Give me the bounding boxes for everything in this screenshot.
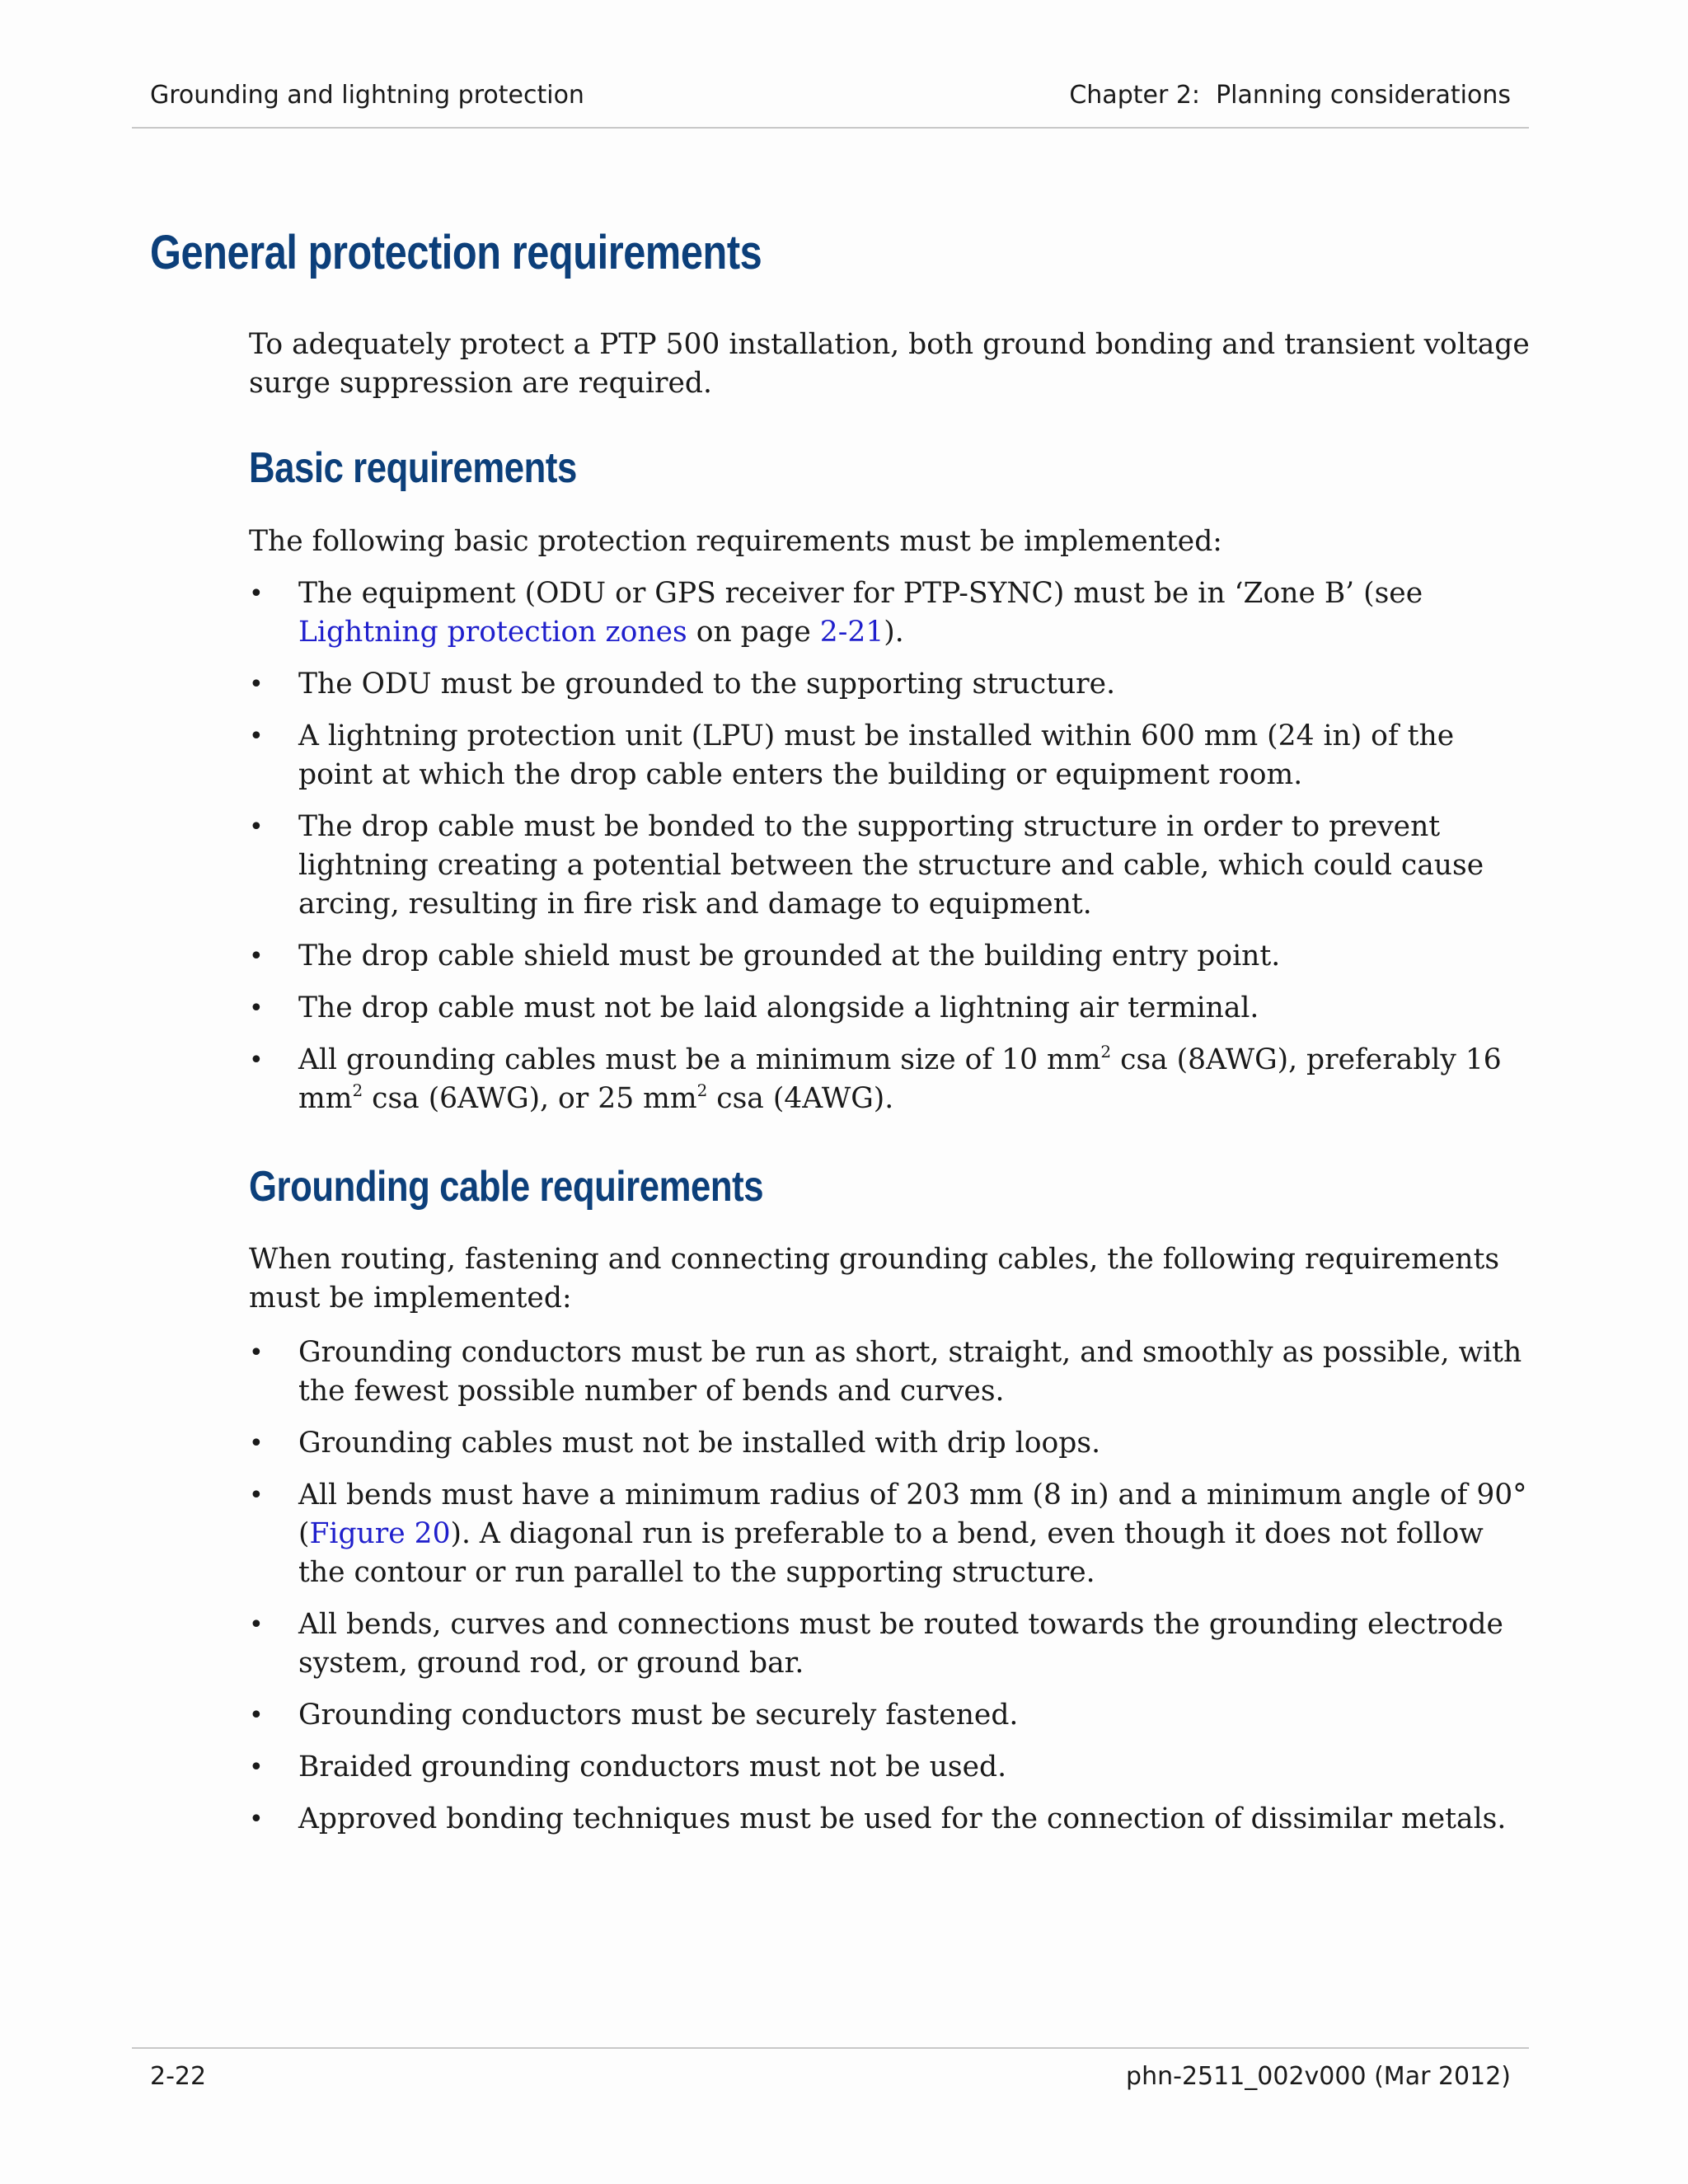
bullet-icon: •	[249, 813, 264, 841]
bullet-icon: •	[249, 994, 264, 1023]
item-text: ).	[884, 616, 904, 649]
page-reference-link[interactable]: 2-21	[819, 616, 884, 649]
list-item	[249, 1696, 1535, 1735]
bullet-icon: •	[249, 670, 264, 699]
item-text: Approved bonding techniques must be used for the connection of dissimilar metals.	[298, 1802, 1507, 1835]
list-item	[249, 1476, 1535, 1592]
superscript: 2	[1100, 1042, 1112, 1062]
item-text: Grounding conductors must be run as short, straight, and smoothly as possible, with the fewest possible number of bends and curves.	[298, 1336, 1522, 1408]
document-id: phn-2511_002v000 (Mar 2012)	[1126, 2062, 1511, 2091]
bullet-icon: •	[249, 1429, 264, 1458]
bullet-icon: •	[249, 579, 264, 608]
list-item	[249, 665, 1535, 704]
list-item	[249, 1424, 1535, 1463]
page-header	[132, 0, 1529, 129]
list-item	[249, 1041, 1535, 1118]
intro-paragraph: To adequately protect a PTP 500 installation, both ground bonding and transient voltage surge suppression are required.	[249, 328, 1530, 400]
bullet-icon: •	[249, 1610, 264, 1639]
item-text: All bends, curves and connections must be routed towards the grounding electrode system, ground rod, or ground bar.	[298, 1608, 1503, 1680]
grounding-cable-requirements-heading: Grounding cable requirements	[249, 1163, 764, 1211]
item-text: The drop cable must not be laid alongside a lightning air terminal.	[298, 991, 1259, 1024]
bullet-icon: •	[249, 722, 264, 751]
list-item	[249, 989, 1535, 1028]
list-item	[249, 1333, 1535, 1411]
item-text: csa (4AWG).	[707, 1082, 894, 1115]
bullet-icon: •	[249, 1481, 264, 1510]
list-item	[249, 937, 1535, 976]
basic-requirements-heading: Basic requirements	[249, 444, 577, 492]
basic-requirements-lead: The following basic protection requirements must be implemented:	[249, 525, 1222, 558]
item-text: The drop cable must be bonded to the supporting structure in order to prevent lightning creating a potential between the structure and cable, which could cause arcing, resulting in fire risk and damage to equipment.	[298, 810, 1484, 921]
superscript: 2	[696, 1080, 708, 1100]
item-text: The ODU must be grounded to the supporting structure.	[298, 668, 1116, 701]
bullet-icon: •	[249, 942, 264, 971]
item-text: csa (6AWG), or 25 mm	[363, 1082, 697, 1115]
grounding-requirements-list	[249, 1333, 1535, 1852]
lightning-protection-zones-link[interactable]: Lightning protection zones	[298, 616, 687, 649]
header-section-title: Grounding and lightning protection	[150, 81, 584, 110]
list-item	[249, 1748, 1535, 1787]
list-item	[249, 574, 1535, 652]
item-text: A lightning protection unit (LPU) must be installed within 600 mm (24 in) of the point at which the drop cable enters the building or equipment room.	[298, 719, 1455, 791]
item-text: Grounding cables must not be installed with drip loops.	[298, 1427, 1101, 1460]
list-item	[249, 717, 1535, 794]
bullet-icon: •	[249, 1046, 264, 1075]
item-text: The equipment (ODU or GPS receiver for PTP-SYNC) must be in ‘Zone B’ (see	[298, 577, 1423, 610]
list-item	[249, 808, 1535, 924]
bullet-icon: •	[249, 1338, 264, 1367]
header-chapter-title: Chapter 2: Planning considerations	[1069, 81, 1511, 110]
bullet-icon: •	[249, 1753, 264, 1782]
bullet-icon: •	[249, 1701, 264, 1730]
grounding-requirements-lead: When routing, fastening and connecting grounding cables, the following requirements must be implemented:	[249, 1243, 1500, 1315]
basic-requirements-list	[249, 574, 1535, 1132]
item-text: All grounding cables must be a minimum size of 10 mm	[298, 1043, 1101, 1076]
superscript: 2	[352, 1080, 363, 1100]
item-text: csa (8AWG), preferably 16 mm	[298, 1043, 1502, 1115]
item-text: on page	[687, 616, 820, 649]
figure-20-link[interactable]: Figure 20	[309, 1517, 451, 1550]
item-text: All bends must have a minimum radius of 203 mm (8 in) and a minimum angle of 90° (	[298, 1479, 1527, 1550]
page-number: 2-22	[150, 2062, 207, 2091]
bullet-icon: •	[249, 1805, 264, 1834]
item-text: The drop cable shield must be grounded at the building entry point.	[298, 940, 1281, 972]
item-text: Grounding conductors must be securely fastened.	[298, 1699, 1019, 1732]
item-text: Braided grounding conductors must not be used.	[298, 1750, 1007, 1783]
page-footer	[132, 2047, 1529, 2115]
list-item	[249, 1605, 1535, 1683]
page-title: General protection requirements	[150, 226, 762, 279]
list-item	[249, 1800, 1535, 1839]
item-text: ). A diagonal run is preferable to a bend, even though it does not follow the contour or run parallel to the supporting structure.	[298, 1517, 1484, 1589]
